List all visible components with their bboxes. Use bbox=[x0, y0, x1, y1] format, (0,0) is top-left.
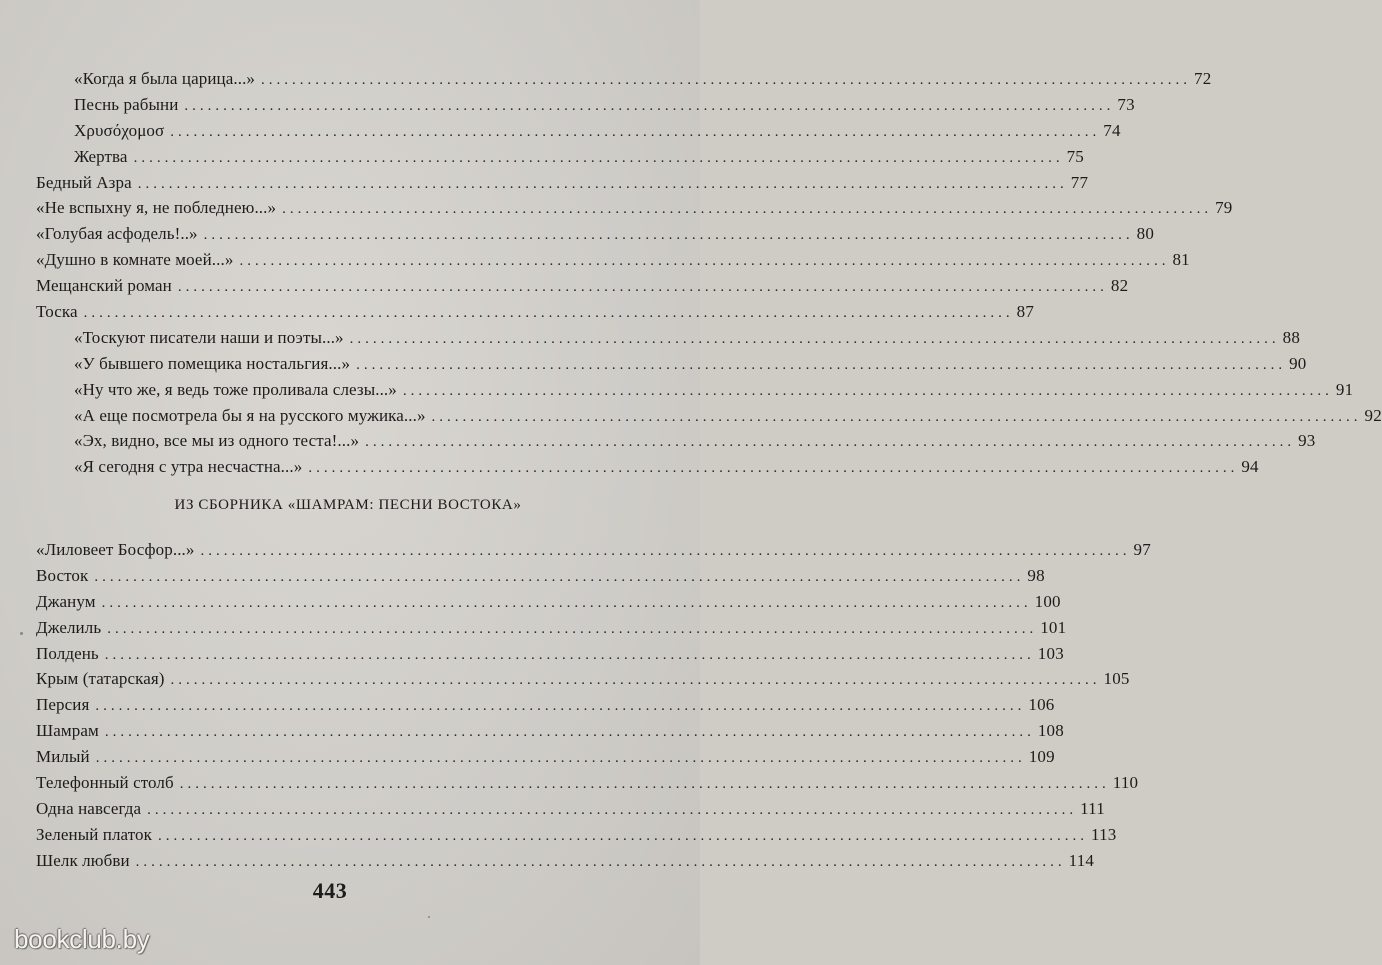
dot-leader: ........................................................................................................................ bbox=[308, 460, 1239, 477]
dot-leader: ........................................................................................................................ bbox=[177, 279, 1108, 296]
dot-leader: ........................................................................................................................ bbox=[431, 408, 1362, 425]
dot-leader: ........................................................................................................................ bbox=[104, 724, 1035, 741]
toc-entry bbox=[36, 299, 1035, 325]
toc-entry-page: 88 bbox=[1282, 327, 1301, 347]
toc-entry-page: 113 bbox=[1091, 824, 1117, 844]
toc-entry bbox=[36, 822, 1117, 848]
dot-leader: ........................................................................................................................ bbox=[147, 801, 1078, 818]
dot-leader: ........................................................................................................................ bbox=[135, 853, 1066, 870]
paper-speck bbox=[428, 916, 430, 918]
toc-entry bbox=[36, 641, 1064, 667]
toc-entry-page: 80 bbox=[1136, 224, 1155, 244]
toc-entry-title: Бедный Азра bbox=[36, 172, 132, 192]
toc-entry bbox=[36, 118, 1121, 144]
toc-entry bbox=[36, 377, 1354, 403]
toc-entry-page: 82 bbox=[1110, 276, 1129, 296]
section-heading: ИЗ СБОРНИКА «ШАМРАМ: ПЕСНИ ВОСТОКА» bbox=[174, 497, 522, 513]
toc-entry-page: 98 bbox=[1027, 565, 1045, 585]
page-number: 443 bbox=[312, 878, 348, 903]
toc-entry-page: 97 bbox=[1133, 540, 1151, 559]
toc-entry-title: Телефонный столб bbox=[36, 773, 174, 793]
dot-leader: ........................................................................................................................ bbox=[402, 382, 1333, 399]
toc-entry bbox=[36, 247, 1190, 273]
toc-entry-page: 94 bbox=[1241, 457, 1259, 477]
toc-entry bbox=[36, 563, 1045, 589]
toc-entry bbox=[36, 537, 1151, 563]
toc-entry-page: 93 bbox=[1298, 431, 1316, 451]
dot-leader: ........................................................................................................................ bbox=[133, 149, 1064, 166]
dot-leader: ........................................................................................................................ bbox=[94, 568, 1025, 585]
toc-entry-page: 77 bbox=[1070, 172, 1089, 192]
dot-leader: ........................................................................................................................ bbox=[200, 543, 1131, 559]
toc-entry bbox=[36, 589, 1061, 615]
toc-entry-title: «Я сегодня с утра несчастна...» bbox=[74, 457, 303, 477]
toc-entry-page: 108 bbox=[1037, 721, 1064, 741]
toc-entry-title: Шелк любви bbox=[36, 850, 130, 870]
dot-leader: ........................................................................................................................ bbox=[365, 434, 1296, 451]
toc-entry-title: Милый bbox=[36, 747, 90, 767]
dot-leader: ........................................................................................................................ bbox=[356, 356, 1287, 373]
toc-entry bbox=[36, 325, 1301, 351]
toc-entry-page: 114 bbox=[1068, 850, 1095, 870]
dot-leader: ........................................................................................................................ bbox=[101, 594, 1032, 611]
dot-leader: ........................................................................................................................ bbox=[349, 330, 1280, 347]
dot-leader: ........................................................................................................................ bbox=[239, 253, 1170, 270]
toc-entry-page: 75 bbox=[1066, 146, 1084, 166]
toc-entry bbox=[36, 273, 1129, 299]
toc-entry bbox=[36, 403, 1382, 429]
toc-entry-title: «Лиловеет Босфор...» bbox=[36, 540, 195, 559]
toc-entry-title: «Голубая асфодель!..» bbox=[36, 224, 198, 244]
toc-entry-title: «Тоскуют писатели наши и поэты...» bbox=[74, 327, 344, 347]
paper-speck bbox=[20, 632, 23, 635]
toc-entry bbox=[36, 692, 1055, 718]
dot-leader: ........................................................................................................................ bbox=[282, 201, 1213, 218]
toc-entry-title: «Эх, видно, все мы из одного теста!...» bbox=[74, 431, 360, 451]
dot-leader: ........................................................................................................................ bbox=[137, 175, 1068, 192]
toc-entry-title: Зеленый платок bbox=[36, 824, 153, 844]
toc-entry-title: Одна навсегда bbox=[36, 798, 142, 818]
toc-entry-title: Песнь рабыни bbox=[74, 94, 179, 114]
toc-entry-page: 79 bbox=[1215, 198, 1233, 218]
toc-entry-page: 87 bbox=[1016, 302, 1035, 322]
toc-entry-title: Крым (татарская) bbox=[36, 669, 165, 689]
toc-entry-title: Восток bbox=[36, 565, 89, 585]
toc-entry-page: 72 bbox=[1194, 69, 1212, 88]
toc-entry-title: Персия bbox=[36, 695, 90, 715]
dot-leader: ........................................................................................................................ bbox=[170, 672, 1101, 689]
toc-entry-page: 100 bbox=[1034, 591, 1061, 611]
toc-entry-page: 106 bbox=[1028, 695, 1055, 715]
toc-entry bbox=[36, 744, 1055, 770]
toc-entry-page: 105 bbox=[1103, 669, 1130, 689]
toc-entry-page: 103 bbox=[1037, 643, 1064, 663]
toc-entry-page: 92 bbox=[1364, 405, 1382, 425]
toc-entry bbox=[36, 170, 1089, 196]
toc-entry bbox=[36, 666, 1130, 692]
dot-leader: ........................................................................................................................ bbox=[158, 827, 1089, 844]
toc-entry-page: 110 bbox=[1112, 773, 1139, 793]
toc-entry bbox=[36, 66, 1212, 92]
toc-entry bbox=[36, 92, 1135, 118]
toc-entry bbox=[36, 351, 1307, 377]
toc-entry bbox=[36, 195, 1233, 221]
toc-entry-page: 109 bbox=[1028, 747, 1055, 767]
toc-entry-title: Полдень bbox=[36, 643, 99, 663]
toc-entry-title: «А еще посмотрела бы я на русского мужика...» bbox=[74, 405, 426, 425]
toc-list bbox=[36, 66, 1382, 480]
toc-entry-title: Шамрам bbox=[36, 721, 99, 741]
dot-leader: ........................................................................................................................ bbox=[95, 750, 1026, 767]
dot-leader: ........................................................................................................................ bbox=[104, 646, 1035, 663]
toc-entry-title: «Ну что же, я ведь тоже проливала слезы...» bbox=[74, 379, 397, 399]
dot-leader: ........................................................................................................................ bbox=[184, 97, 1115, 114]
dot-leader: ........................................................................................................................ bbox=[95, 698, 1026, 715]
toc-entry-title: Мещанский роман bbox=[36, 276, 172, 296]
toc-entry-title: «Душно в комнате моей...» bbox=[36, 250, 234, 270]
toc-entry-page: 91 bbox=[1335, 379, 1354, 399]
toc-entry bbox=[36, 718, 1064, 744]
toc-section-shamram bbox=[36, 495, 1151, 874]
toc-entry-title: «Не вспыхну я, не побледнею...» bbox=[36, 198, 277, 218]
toc-entry bbox=[36, 428, 1316, 454]
toc-entry bbox=[36, 221, 1155, 247]
toc-entry-page: 73 bbox=[1117, 94, 1135, 114]
dot-leader: ........................................................................................................................ bbox=[261, 72, 1192, 88]
dot-leader: ........................................................................................................................ bbox=[83, 305, 1014, 322]
toc-entry-page: 90 bbox=[1289, 353, 1307, 373]
toc-entry-page: 81 bbox=[1172, 250, 1190, 270]
toc-section-list bbox=[36, 537, 1151, 874]
toc-entry-page: 101 bbox=[1040, 617, 1067, 637]
toc-entry bbox=[36, 454, 1259, 480]
dot-leader: ........................................................................................................................ bbox=[107, 620, 1038, 637]
toc-entry-title: «Когда я была царица...» bbox=[74, 69, 256, 88]
toc-entry bbox=[36, 770, 1139, 796]
toc-entry-title: Джелиль bbox=[36, 617, 102, 637]
dot-leader: ........................................................................................................................ bbox=[203, 227, 1134, 244]
toc-entry-title: Жертва bbox=[74, 146, 128, 166]
dot-leader: ........................................................................................................................ bbox=[179, 776, 1110, 793]
toc-entry bbox=[36, 796, 1105, 822]
toc-entry-title: «У бывшего помещика ностальгия...» bbox=[74, 353, 351, 373]
toc-entry bbox=[36, 144, 1084, 170]
toc-entry-page: 111 bbox=[1080, 798, 1105, 818]
site-watermark: bookclub.by bbox=[14, 924, 150, 954]
dot-leader: ........................................................................................................................ bbox=[170, 123, 1101, 140]
toc-entry bbox=[36, 848, 1095, 874]
toc-entry-title: Χρυσόχομοσ bbox=[74, 120, 165, 140]
table-of-contents bbox=[36, 66, 1382, 480]
toc-entry bbox=[36, 615, 1067, 641]
toc-entry-title: Тоска bbox=[36, 302, 78, 322]
toc-entry-title: Джанум bbox=[36, 591, 96, 611]
toc-entry-page: 74 bbox=[1103, 120, 1121, 140]
